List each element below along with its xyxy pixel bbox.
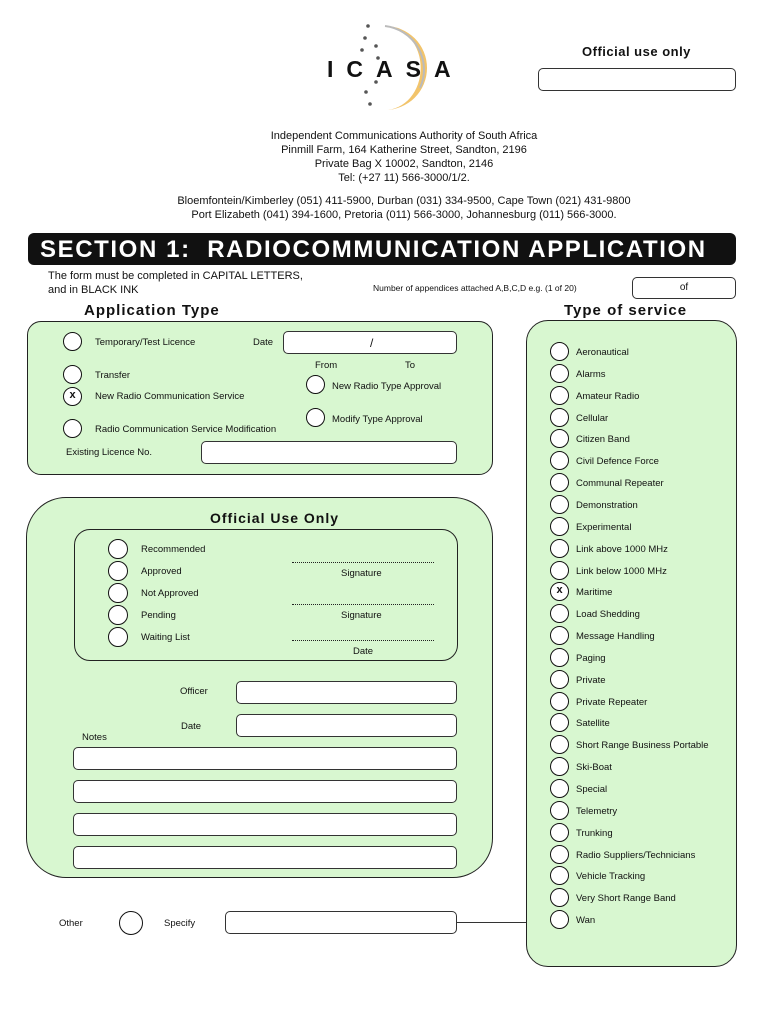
- modification-label: Radio Communication Service Modification: [95, 424, 277, 435]
- logo-wordmark: ICASA: [327, 56, 464, 82]
- approved-label: Approved: [141, 566, 182, 577]
- existing-licence-label: Existing Licence No.: [66, 447, 153, 458]
- service-label: Special: [576, 784, 608, 795]
- notes-field[interactable]: [73, 813, 457, 836]
- service-label: Private: [576, 674, 606, 686]
- date-line-label: Date: [353, 646, 374, 657]
- date-label: Date: [253, 337, 274, 348]
- modification-radio[interactable]: [63, 419, 82, 438]
- service-label: Telemetry: [576, 805, 618, 817]
- service-radio[interactable]: [550, 342, 569, 361]
- service-label: Load Shedding: [576, 609, 640, 621]
- new-service-radio[interactable]: x: [63, 387, 82, 406]
- offices-line: Port Elizabeth (041) 394-1600, Pretoria (011) 566-3000, Johannesburg (011) 566-3000.: [191, 209, 617, 221]
- recommended-label: Recommended: [141, 544, 206, 555]
- address-block: [0, 129, 770, 185]
- waiting-list-label: Waiting List: [141, 632, 190, 643]
- service-radio[interactable]: [550, 779, 569, 798]
- service-label: Citizen Band: [576, 434, 630, 446]
- service-label: Aeronautical: [576, 347, 629, 358]
- service-radio[interactable]: [550, 670, 569, 689]
- new-type-approval-label: New Radio Type Approval: [332, 381, 442, 392]
- modify-type-approval-radio[interactable]: [306, 408, 325, 427]
- section-title: SECTION 1: RADIOCOMMUNICATION APPLICATION: [40, 236, 707, 263]
- to-label: To: [405, 360, 416, 371]
- instruction-line-1: The form must be completed in CAPITAL LETTERS,: [48, 270, 303, 282]
- appendices-label: Number of appendices attached A,B,C,D e.g. (1 of 20): [373, 283, 577, 293]
- offices-block: [0, 194, 770, 222]
- service-radio[interactable]: [550, 692, 569, 711]
- service-label: Communal Repeater: [576, 478, 664, 490]
- service-radio[interactable]: [550, 626, 569, 645]
- service-label: Maritime: [576, 587, 613, 599]
- service-label: Cellular: [576, 412, 609, 424]
- service-radio[interactable]: x: [550, 582, 569, 601]
- existing-licence-field[interactable]: [201, 441, 457, 464]
- service-radio[interactable]: [550, 364, 569, 383]
- service-label: Link above 1000 MHz: [576, 543, 668, 555]
- service-label: Experimental: [576, 521, 632, 533]
- application-type-heading: Application Type: [84, 302, 220, 319]
- modify-type-approval-label: Modify Type Approval: [332, 414, 423, 425]
- service-label: Ski-Boat: [576, 762, 612, 774]
- service-label: Link below 1000 MHz: [576, 565, 667, 577]
- specify-field[interactable]: [225, 911, 457, 934]
- notes-field[interactable]: [73, 780, 457, 803]
- not-approved-label: Not Approved: [141, 588, 199, 599]
- specify-label: Specify: [164, 918, 196, 929]
- notes-field[interactable]: [73, 747, 457, 770]
- service-radio[interactable]: [550, 801, 569, 820]
- approved-radio[interactable]: [108, 561, 128, 581]
- instruction-line-2: and in BLACK INK: [48, 284, 139, 296]
- offices-line: Bloemfontein/Kimberley (051) 411-5900, Durban (031) 334-9500, Cape Town (021) 431-9800: [177, 195, 631, 207]
- service-label: Satellite: [576, 718, 610, 730]
- service-radio[interactable]: [550, 910, 569, 929]
- from-label: From: [315, 360, 338, 371]
- officer-date-label: Date: [181, 721, 202, 732]
- service-radio[interactable]: [550, 648, 569, 667]
- officer-field[interactable]: [236, 681, 457, 704]
- waiting-list-radio[interactable]: [108, 627, 128, 647]
- official-use-field[interactable]: [538, 68, 736, 91]
- service-label: Private Repeater: [576, 696, 648, 708]
- service-label: Paging: [576, 652, 606, 664]
- transfer-label: Transfer: [95, 370, 131, 381]
- temporary-licence-radio[interactable]: [63, 332, 82, 351]
- service-radio[interactable]: [550, 823, 569, 842]
- service-label: Vehicle Tracking: [576, 871, 646, 883]
- service-label: Radio Suppliers/Technicians: [576, 849, 696, 861]
- signature-line[interactable]: [292, 604, 434, 605]
- service-radio[interactable]: [550, 473, 569, 492]
- signature-label: Signature: [341, 568, 382, 579]
- service-radio[interactable]: [550, 517, 569, 536]
- service-radio[interactable]: [550, 845, 569, 864]
- official-use-heading: Official Use Only: [210, 510, 340, 526]
- service-label: Message Handling: [576, 631, 655, 643]
- date-field[interactable]: [283, 331, 457, 354]
- service-radio[interactable]: [550, 495, 569, 514]
- approval-status-panel: [74, 529, 458, 661]
- service-label: Trunking: [576, 827, 613, 839]
- address-line: Independent Communications Authority of South Africa: [270, 130, 538, 142]
- service-radio[interactable]: [550, 561, 569, 580]
- notes-field[interactable]: [73, 846, 457, 869]
- pending-radio[interactable]: [108, 605, 128, 625]
- service-label: Alarms: [576, 368, 606, 380]
- service-label: Demonstration: [576, 499, 638, 511]
- signature-label: Signature: [341, 610, 382, 621]
- notes-label: Notes: [82, 732, 107, 743]
- connector-line: [457, 922, 527, 923]
- service-label: Short Range Business Portable: [576, 740, 709, 752]
- address-line: Pinmill Farm, 164 Katherine Street, Sandton, 2196: [281, 144, 527, 156]
- temporary-licence-label: Temporary/Test Licence: [95, 337, 196, 348]
- new-service-label: New Radio Communication Service: [95, 391, 245, 402]
- new-type-approval-radio[interactable]: [306, 375, 325, 394]
- address-line: Private Bag X 10002, Sandton, 2146: [314, 158, 494, 170]
- service-label: Amateur Radio: [576, 390, 640, 402]
- service-label: Wan: [576, 915, 596, 927]
- other-label: Other: [59, 918, 83, 929]
- service-label: Civil Defence Force: [576, 456, 659, 468]
- type-of-service-heading: Type of service: [564, 302, 688, 319]
- official-use-label: Official use only: [582, 44, 691, 59]
- other-radio[interactable]: [119, 911, 143, 935]
- officer-date-field[interactable]: [236, 714, 457, 737]
- date-line[interactable]: [292, 640, 434, 641]
- service-radio[interactable]: [550, 757, 569, 776]
- service-radio[interactable]: [550, 408, 569, 427]
- service-radio[interactable]: [550, 539, 569, 558]
- not-approved-radio[interactable]: [108, 583, 128, 603]
- appendices-of-text: of: [679, 282, 689, 293]
- officer-label: Officer: [180, 686, 208, 697]
- appendices-field[interactable]: [632, 277, 736, 299]
- transfer-radio[interactable]: [63, 365, 82, 384]
- address-line: Tel: (+27 11) 566-3000/1/2.: [338, 172, 470, 184]
- service-radio[interactable]: [550, 386, 569, 405]
- service-label: Very Short Range Band: [576, 893, 676, 905]
- recommended-radio[interactable]: [108, 539, 128, 559]
- pending-label: Pending: [141, 610, 176, 621]
- signature-line[interactable]: [292, 562, 434, 563]
- date-separator: /: [370, 336, 374, 350]
